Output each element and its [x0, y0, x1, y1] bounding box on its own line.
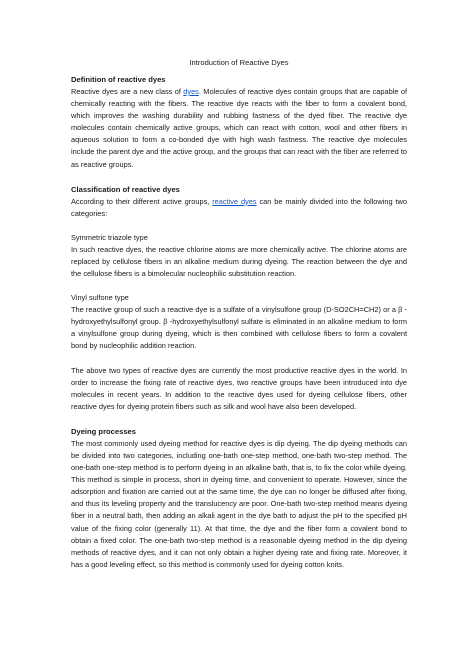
page-title: Introduction of Reactive Dyes — [189, 58, 289, 67]
definition-paragraph — [71, 86, 407, 171]
symmetric-paragraph: In such reactive dyes, the reactive chlorine atoms are more chemically active. The chlorine atoms are replaced by cellulose fibers in an alkaline medium during dyeing. The reaction between the dye and the cellulose fibers is a bimolecular nucleophilic substitution reaction. — [71, 244, 407, 279]
classification-text-pre: According to their different active groups, — [71, 196, 213, 206]
classification-text-post: can be mainly divided into the following two categories: — [71, 196, 407, 218]
vinyl-paragraph: The reactive group of such a reactive dye is a sulfate of a vinylsulfone group (D-SO2CH=CH2) or a β -hydroxyethylsulfonyl group. β -hydroxyethylsulfonyl sulfate is eliminated in an alkaline medium to form a vinylsulfone group during dyeing, which is then combined with cellulose fibers to form a covalent bond by nucleophilic addition reaction. — [71, 305, 407, 351]
classification-heading: Classification of reactive dyes — [71, 184, 180, 194]
dyeing-paragraph: The most commonly used dyeing method for reactive dyes is dip dyeing. The dip dyeing methods can be divided into two categories, including one-bath one-step method, one-bath two-step method. The one-bath one-step method is to perform dyeing in an alkaline bath, that is, to fix the color while dyeing. This method is simple in process, short in dyeing time, and convenient to operate. However, since the adsorption and fixation are carried out at the same time, the dye can no longer be diffused after fixing, and thus its leveling property and the translucency are poor. One-bath two-step method means dyeing fiber in a neutral bath, then adding an alkali agent in the dye bath to adjust the pH to the specified pH value of the fixing color (generally 11). At that time, the dye and the fiber form a covalent bond to obtain a fixed color. The one-bath two-step method is a reasonable dyeing method in the dip dyeing methods of reactive dyes, and it can not only obtain a higher dyeing rate and fixing rate. Moreover, it has a good leveling effect, so this method is commonly used for dyeing cotton knits. — [71, 438, 407, 569]
dyeing-heading: Dyeing processes — [71, 426, 136, 436]
definition-heading: Definition of reactive dyes — [71, 75, 166, 84]
vinyl-heading: Vinyl sulfone type — [71, 293, 129, 303]
document-page — [71, 58, 407, 571]
classification-paragraph — [71, 196, 407, 220]
definition-text-pre: Reactive dyes are a new class of — [71, 87, 184, 96]
dyes-link[interactable]: dyes — [183, 87, 199, 96]
summary-paragraph: The above two types of reactive dyes are currently the most productive reactive dyes in the world. In order to increase the fixing rate of reactive dyes, two reactive groups have been introduced into dye molecules in recent years. In addition to the reactive dyes used for dyeing cellulose fibers, other reactive dyes for dyeing protein fibers such as silk and wool have also been developed. — [71, 365, 407, 411]
definition-text-post: . Molecules of reactive dyes contain groups that are capable of chemically reacting with the fibers. The reactive dye reacts with the fiber to form a covalent bond, which improves the washing durability and rubbing fastness of the dyed fiber. The reactive dye molecules contain chemically active groups, which can react with cotton, wool and other fibers in aqueous solution to form a co-bonded dye with high wash fastness. The reactive dye molecules include the parent dye and the active group, and the groups that can react with the fiber are referred to as reactive groups. — [71, 87, 407, 169]
symmetric-heading: Symmetric triazole type — [71, 232, 148, 242]
reactive-dyes-link[interactable]: reactive dyes — [212, 196, 257, 206]
